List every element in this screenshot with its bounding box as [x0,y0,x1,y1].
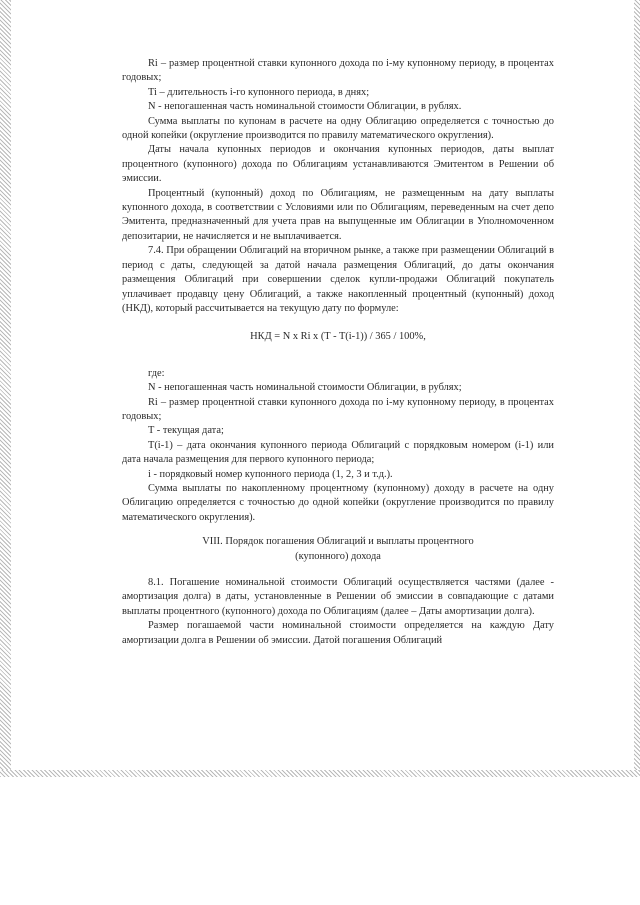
formula-nkd: НКД = N x Ri x (T - T(i-1)) / 365 / 100%, [250,331,426,343]
paragraph-amortization-size: Размер погашаемой части номинальной стоимости определяется на каждую Дату амортизации долга в Решении об эмиссии. Датой погашения Облигаций [122,620,554,646]
scan-border-bottom [0,770,640,777]
paragraph-n-definition: N - непогашенная часть номинальной стоимости Облигации, в рублях. [148,101,462,113]
section-heading [122,535,554,564]
document-body [122,57,554,648]
section-heading-line2: (купонного) дохода [295,550,381,562]
paragraph-7-4: 7.4. При обращении Облигаций на вторичном рынке, а также при размещении Облигаций в период с даты, следующей за датой начала размещения Облигаций, до даты окончания размещения Облигаций при совершении сделок купли-продажи Облигаций покупатель уплачивает продавцу цену Облигаций, а также накопленный процентный (купонный) доход (НКД), который рассчитывается на текущую дату по формуле: [122,245,554,314]
paragraph-i-definition: i - порядковый номер купонного периода (1, 2, 3 и т.д.). [148,468,393,480]
paragraph-n-definition-2: N - непогашенная часть номинальной стоимости Облигации, в рублях; [148,382,462,394]
paragraph-ri-definition: Ri – размер процентной ставки купонного дохода по i-му купонному периоду, в процентах годовых; [122,58,554,84]
paragraph-ti-1-definition: T(i-1) – дата окончания купонного периода Облигаций с порядковым номером (i-1) или дата начала размещения для первого купонного периода; [122,439,554,466]
paragraph-t-definition: T - текущая дата; [148,425,224,437]
paragraph-unplaced-bonds: Процентный (купонный) доход по Облигациям, не размещенным на дату выплаты купонного дохода, в соответствии с Условиями или по Облигациям, переведенным на счет депо Эмитента, предназначенный для учета прав на выпущенные им Облигации в Уполномоченном депозитарии, не начисляется и не выплачивается. [122,187,554,242]
scan-border-right [634,0,640,776]
section-heading-line1: VIII. Порядок погашения Облигаций и выплаты процентного [202,536,474,548]
scan-border-left [0,0,11,776]
paragraph-8-1: 8.1. Погашение номинальной стоимости Облигаций осуществляется частями (далее - амортизация долга) в даты, установленные в Решении об эмиссии в совпадающие с датами выплаты процентного (купонного) дохода по Облигациям (далее – Даты амортизации долга). [122,577,554,617]
where-label: где: [148,367,165,379]
paragraph-ri-definition-2: Ri – размер процентной ставки купонного дохода по i-му купонному периоду, в процентах годовых; [122,396,554,422]
paragraph-ti-definition: Ti – длительность i-го купонного периода, в днях; [148,86,370,98]
paragraph-coupon-sum: Сумма выплаты по купонам в расчете на одну Облигацию определяется с точностью до одной копейки (округление производится по правилу математического округления). [122,115,554,142]
paragraph-coupon-dates: Даты начала купонных периодов и окончания купонных периодов, даты выплат процентного (купонного) дохода по Облигациям устанавливаются Эмитентом в Решении об эмиссии. [122,144,554,185]
paragraph-nkd-sum: Сумма выплаты по накопленному процентному (купонному) доходу в расчете на одну Облигацию определяется с точностью до одной копейки (округление производится по правилу математического округления). [122,482,554,523]
